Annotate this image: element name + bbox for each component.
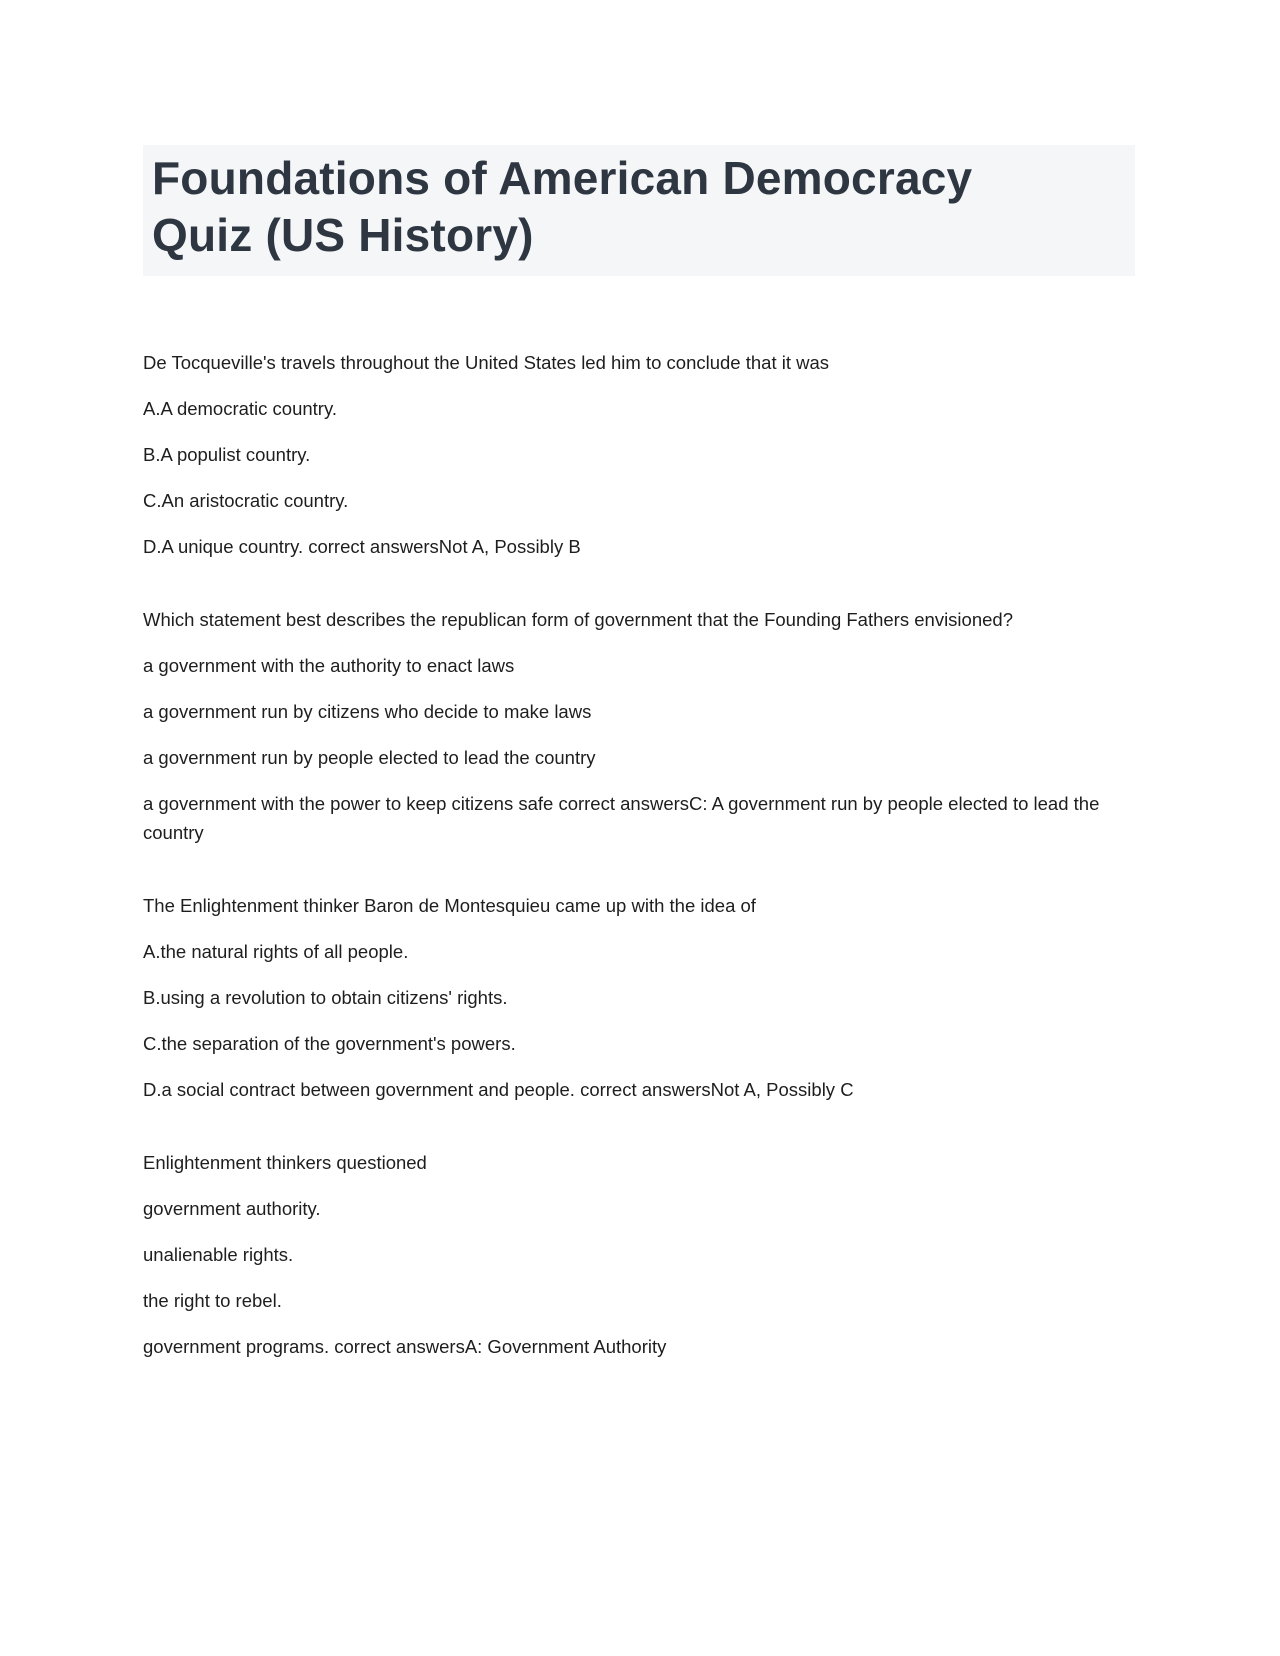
answer-option: government authority. bbox=[143, 1198, 321, 1219]
quiz-content bbox=[143, 348, 1135, 1361]
answer-option: the right to rebel. bbox=[143, 1290, 282, 1311]
answer-option: a government run by citizens who decide to make laws bbox=[143, 701, 592, 722]
question-block-2 bbox=[143, 605, 1135, 847]
question-block-3 bbox=[143, 891, 1135, 1104]
question-text: Enlightenment thinkers questioned bbox=[143, 1152, 427, 1173]
answer-option: B.using a revolution to obtain citizens' rights. bbox=[143, 987, 508, 1008]
question-text: De Tocqueville's travels throughout the United States led him to conclude that it was bbox=[143, 352, 830, 373]
page-title bbox=[152, 150, 1123, 264]
document-title-block bbox=[143, 145, 1135, 276]
question-text: Which statement best describes the republican form of government that the Founding Fathers envisioned? bbox=[143, 609, 1013, 630]
answer-option: C.An aristocratic country. bbox=[143, 490, 349, 511]
question-block-1 bbox=[143, 348, 1135, 561]
answer-option: a government run by people elected to lead the country bbox=[143, 747, 596, 768]
answer-option: B.A populist country. bbox=[143, 444, 311, 465]
question-block-4 bbox=[143, 1148, 1135, 1361]
answer-option: government programs. correct answersA: Government Authority bbox=[143, 1336, 667, 1357]
page-title-line-2: Quiz (US History) bbox=[152, 209, 534, 261]
page-title-line-1: Foundations of American Democracy bbox=[152, 152, 973, 204]
answer-option: a government with the power to keep citizens safe correct answersC: A government run by people elected to lead the country bbox=[143, 793, 1100, 843]
answer-option: A.the natural rights of all people. bbox=[143, 941, 409, 962]
answer-option: unalienable rights. bbox=[143, 1244, 294, 1265]
answer-option: a government with the authority to enact laws bbox=[143, 655, 515, 676]
answer-option: D.a social contract between government and people. correct answersNot A, Possibly C bbox=[143, 1079, 854, 1100]
answer-option: A.A democratic country. bbox=[143, 398, 337, 419]
question-text: The Enlightenment thinker Baron de Montesquieu came up with the idea of bbox=[143, 895, 756, 916]
answer-option: C.the separation of the government's powers. bbox=[143, 1033, 516, 1054]
answer-option: D.A unique country. correct answersNot A, Possibly B bbox=[143, 536, 581, 557]
